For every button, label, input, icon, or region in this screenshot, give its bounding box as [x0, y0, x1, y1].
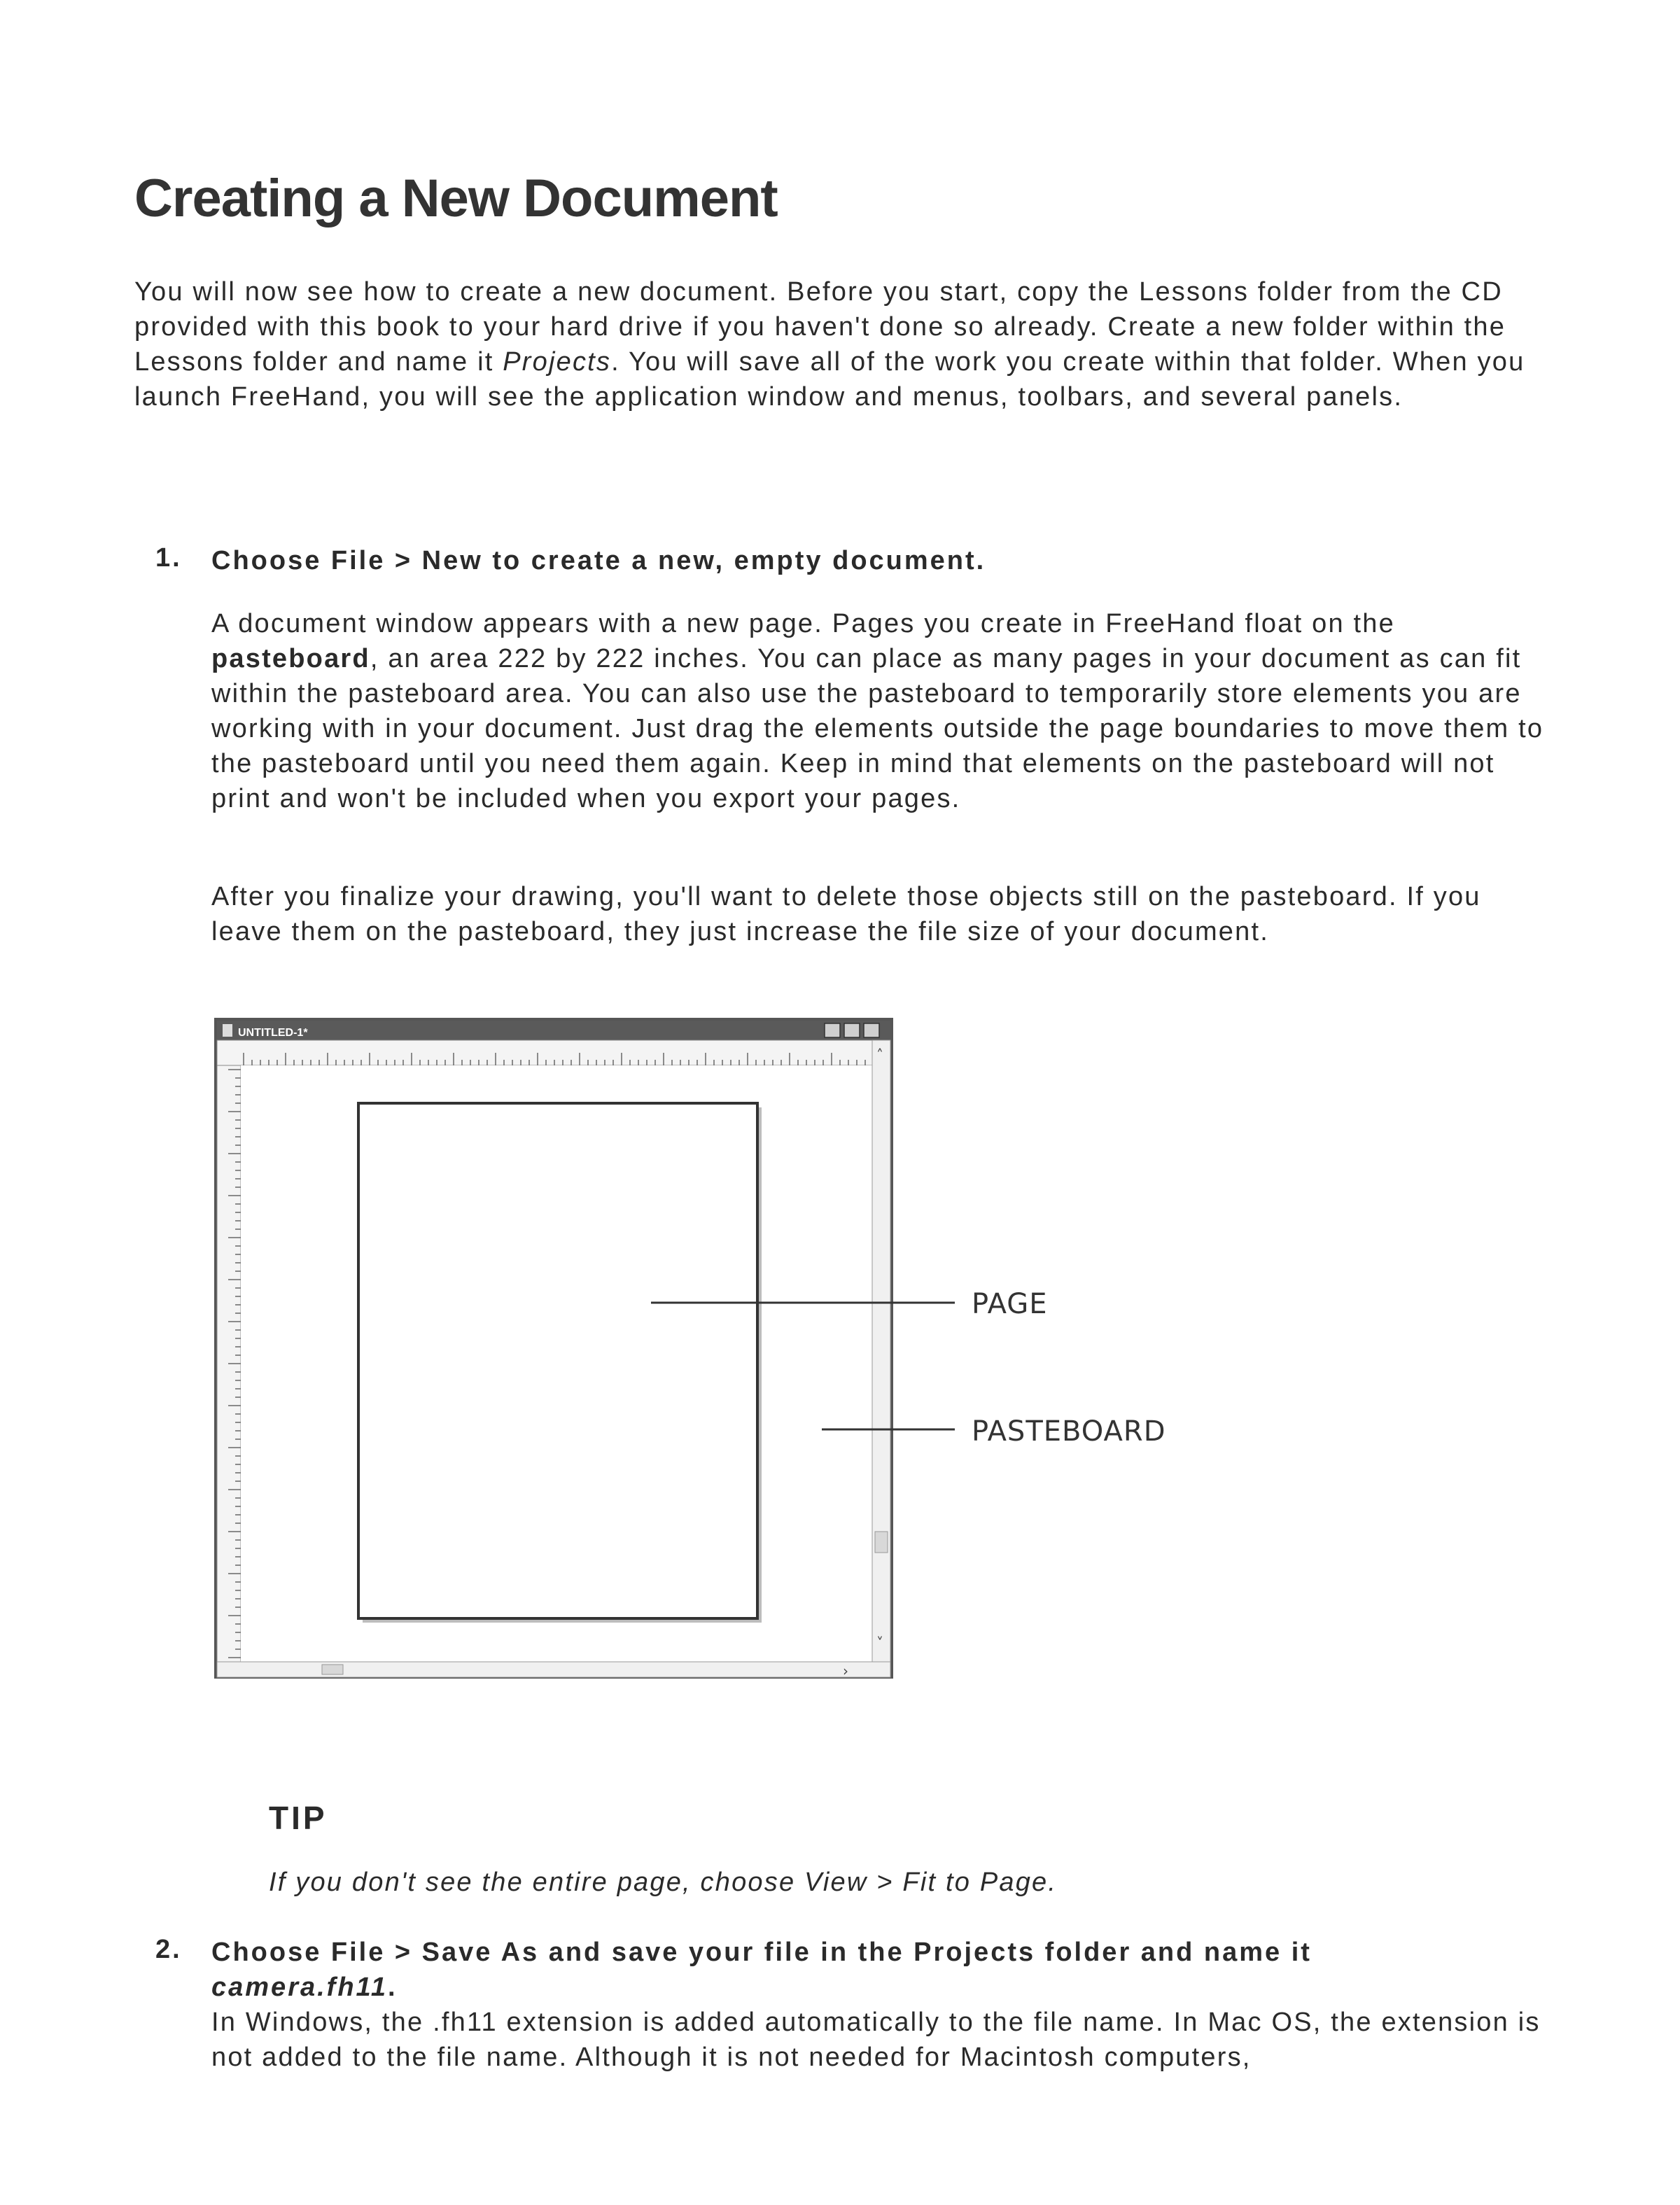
- horizontal-ruler[interactable]: [217, 1040, 872, 1065]
- document-window-figure: [210, 1014, 1218, 1686]
- page-title: Creating a New Document: [134, 169, 778, 228]
- vertical-scrollbar[interactable]: [872, 1040, 890, 1662]
- scroll-down-icon[interactable]: ˅: [876, 1634, 883, 1651]
- page[interactable]: [358, 1103, 757, 1618]
- intro-paragraph: [134, 274, 1555, 414]
- step-1-heading: Choose File > New to create a new, empty document.: [211, 546, 986, 575]
- step-1-paragraph-1: [211, 606, 1548, 816]
- step-2-body: In Windows, the .fh11 extension is added automatically to the file name. In Mac OS, the extension is not added to the file name. Although it is not needed for Macintosh computers,: [211, 2008, 1541, 2072]
- window-title: UNTITLED-1*: [238, 1027, 308, 1039]
- minimize-button[interactable]: [825, 1023, 840, 1037]
- step-2-number: 2.: [155, 1935, 182, 1964]
- pasteboard-label: PASTEBOARD: [972, 1415, 1166, 1448]
- scroll-right-icon[interactable]: ›: [843, 1662, 848, 1679]
- vertical-scroll-thumb[interactable]: [875, 1532, 888, 1553]
- intro-text-start: You will now see how to create a new document. Before you start, copy the Lessons folder from the CD provided with this book to your hard drive if you haven't done so already. Create a new folder within the Lessons folder and name it: [134, 277, 1506, 377]
- tip-text: If you don't see the entire page, choose View > Fit to Page.: [269, 1868, 1058, 1897]
- intro-italic-projects: Projects: [503, 347, 612, 377]
- tip-heading: TIP: [269, 1800, 328, 1836]
- horizontal-scrollbar[interactable]: [217, 1662, 890, 1677]
- step-2-heading-end: .: [387, 1973, 398, 2002]
- step-1-number: 1.: [155, 543, 182, 573]
- p1-text-end: , an area 222 by 222 inches. You can place as many pages in your document as can fit within the pasteboard area. You can also use the pasteboard to temporarily store elements you are working with in your document. Just drag the elements outside the page boundaries to move them to the pasteboard until you need them again. Keep in mind that elements on the pasteboard will not print and won't be included when you export your pages.: [211, 644, 1544, 813]
- step-2-heading: [211, 1935, 1541, 2005]
- step-1-paragraph-2: After you finalize your drawing, you'll want to delete those objects still on the pasteboard. If you leave them on the pasteboard, they just increase the file size of your document.: [211, 882, 1481, 946]
- horizontal-scroll-thumb[interactable]: [322, 1665, 343, 1674]
- page-label: PAGE: [972, 1288, 1048, 1320]
- document-icon: [223, 1024, 232, 1037]
- intro-text-end: . You will save all of the work you create within that folder. When you launch FreeHand, you will see the application window and menus, toolbars, and several panels.: [134, 347, 1525, 412]
- close-button[interactable]: [864, 1023, 879, 1037]
- step-2-filename: camera.fh11: [211, 1973, 388, 2002]
- maximize-button[interactable]: [844, 1023, 860, 1037]
- step-2-heading-text: Choose File > Save As and save your file in the Projects folder and name it: [211, 1938, 1312, 1967]
- window-title-bar: [217, 1021, 890, 1040]
- p1-bold-pasteboard: pasteboard: [211, 644, 370, 673]
- p1-text-start: A document window appears with a new page. Pages you create in FreeHand float on the: [211, 609, 1395, 638]
- scroll-up-icon[interactable]: ˄: [876, 1046, 883, 1063]
